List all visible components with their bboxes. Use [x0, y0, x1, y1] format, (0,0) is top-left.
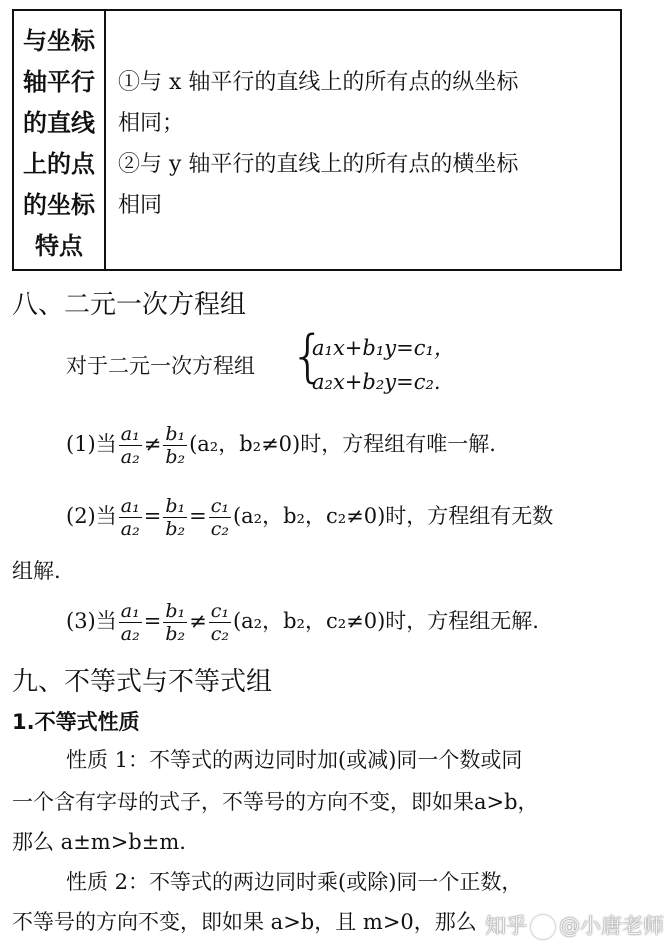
system-intro: 对于二元一次方程组 [66, 354, 255, 378]
header-line: 的直线 [23, 109, 95, 137]
header-line: 特点 [35, 232, 83, 260]
section-9-heading: 九、不等式与不等式组 [12, 667, 273, 697]
fraction [119, 600, 142, 645]
case-3 [66, 600, 539, 645]
header-line: 轴平行 [23, 68, 95, 96]
fraction-denominator: c₂ [210, 623, 229, 645]
fraction-denominator: a₂ [120, 518, 140, 540]
operator: ≠ [189, 609, 207, 633]
table-left-header [16, 21, 102, 267]
fraction-denominator: a₂ [120, 446, 140, 468]
fraction [163, 423, 187, 468]
subsection-title: 1.不等式性质 [12, 710, 140, 734]
fraction [163, 600, 187, 645]
equation-2: a₂x+b₂y=c₂. [312, 370, 441, 394]
watermark [485, 910, 664, 940]
cell-line: ①与 x 轴平行的直线上的所有点的纵坐标 [118, 70, 519, 95]
fraction-denominator: b₂ [165, 518, 186, 540]
fraction-numerator: a₁ [120, 495, 140, 517]
case-tail: (a₂，b₂≠0)时，方程组有唯一解. [189, 432, 496, 456]
case-prefix: (2)当 [66, 504, 117, 528]
property-2-line-1: 性质 2：不等式的两边同时乘(或除)同一个正数， [66, 870, 523, 894]
property-1-line-2: 一个含有字母的式子，不等号的方向不变，即如果a>b， [12, 790, 539, 814]
fraction-numerator: b₁ [165, 600, 186, 622]
section-8-heading: 八、二元一次方程组 [12, 290, 247, 320]
header-line: 的坐标 [23, 191, 95, 219]
fraction [209, 600, 231, 645]
operator: ≠ [143, 432, 162, 456]
watermark-author: @小唐老师 [559, 914, 664, 938]
fraction-numerator: c₁ [210, 600, 229, 622]
fraction-numerator: b₁ [165, 495, 186, 517]
cell-line: 相同； [118, 111, 185, 136]
coordinate-table [12, 9, 622, 271]
header-line: 上的点 [23, 150, 95, 178]
table-divider [104, 11, 106, 269]
fraction-denominator: b₂ [165, 446, 186, 468]
case-2-wrap: 组解. [12, 559, 61, 583]
operator: = [143, 504, 162, 528]
cell-line: ②与 y 轴平行的直线上的所有点的横坐标 [118, 152, 519, 177]
fraction-denominator: c₂ [210, 518, 229, 540]
fraction-numerator: c₁ [210, 495, 229, 517]
case-tail: (a₂，b₂，c₂≠0)时，方程组有无数 [232, 504, 554, 528]
property-1-line-1: 性质 1：不等式的两边同时加(或减)同一个数或同 [66, 748, 523, 772]
watermark-site: 知乎 [485, 914, 527, 938]
fraction [119, 495, 142, 540]
operator: = [143, 609, 162, 633]
case-1 [66, 423, 496, 468]
fraction-numerator: b₁ [165, 423, 186, 445]
equation-1: a₁x+b₁y=c₁， [312, 336, 455, 360]
case-tail: (a₂，b₂，c₂≠0)时，方程组无解. [232, 609, 539, 633]
operator: = [189, 504, 207, 528]
property-1-line-3: 那么 a±m>b±m. [12, 830, 186, 854]
fraction [209, 495, 231, 540]
case-2 [66, 495, 553, 540]
header-line: 与坐标 [23, 27, 95, 55]
brace-icon: { [290, 324, 326, 389]
fraction-denominator: b₂ [165, 623, 186, 645]
table-right-cell [118, 62, 618, 226]
user-icon [531, 915, 555, 939]
property-2-line-2: 不等号的方向不变，即如果 a>b，且 m>0，那么 [12, 910, 477, 934]
fraction-denominator: a₂ [120, 623, 140, 645]
case-prefix: (1)当 [66, 432, 117, 456]
cell-line: 相同 [118, 193, 163, 218]
fraction [119, 423, 142, 468]
case-prefix: (3)当 [66, 609, 117, 633]
fraction-numerator: a₁ [120, 423, 140, 445]
fraction [163, 495, 187, 540]
fraction-numerator: a₁ [120, 600, 140, 622]
